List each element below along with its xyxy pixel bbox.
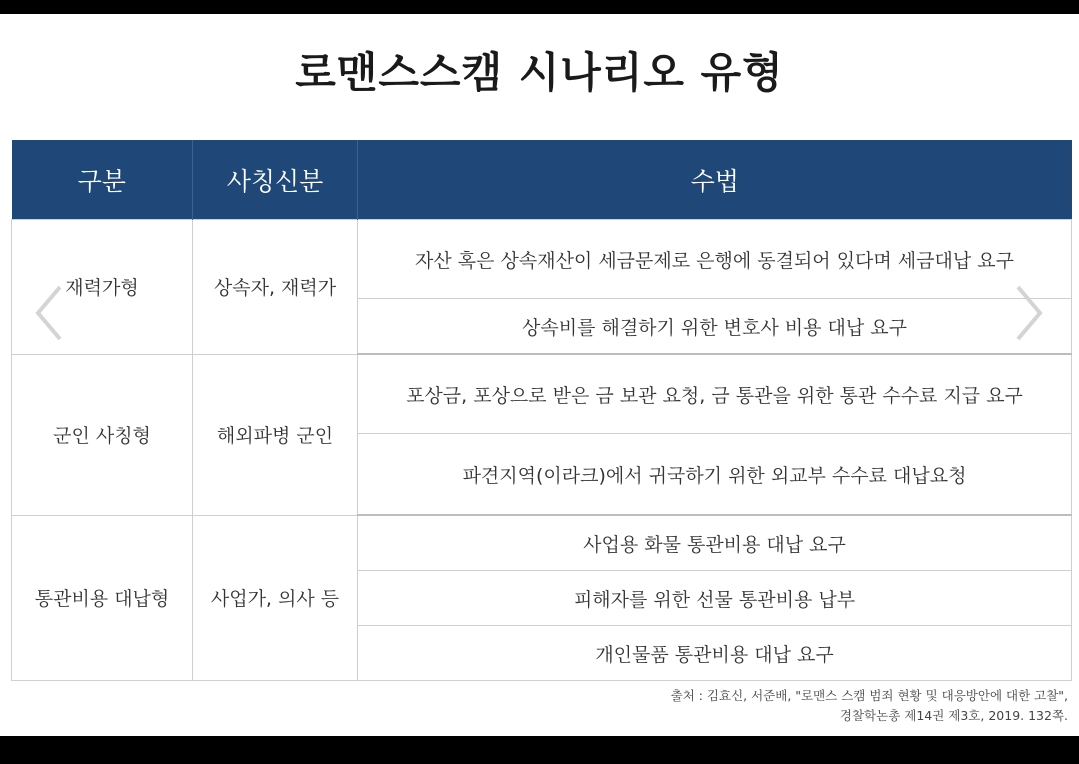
- table-row: [12, 354, 1072, 434]
- identity-cell: 해외파병 군인: [193, 354, 358, 515]
- category-cell: 재력가형: [12, 220, 193, 355]
- category-cell: 통관비용 대납형: [12, 515, 193, 681]
- header-method: 수법: [358, 140, 1072, 220]
- method-cell: 상속비를 해결하기 위한 변호사 비용 대납 요구: [358, 299, 1072, 355]
- method-cell: 자산 혹은 상속재산이 세금문제로 은행에 동결되어 있다며 세금대납 요구: [358, 220, 1072, 299]
- method-cell: 파견지역(이라크)에서 귀국하기 위한 외교부 수수료 대납요청: [358, 434, 1072, 516]
- source-line: 출처 : 김효신, 서준배, "로맨스 스캠 범죄 현황 및 대응방안에 대한 고찰",: [670, 688, 1068, 703]
- category-cell: 군인 사칭형: [12, 354, 193, 515]
- method-cell: 포상금, 포상으로 받은 금 보관 요청, 금 통관을 위한 통관 수수료 지급 요구: [358, 354, 1072, 434]
- identity-cell: 사업가, 의사 등: [193, 515, 358, 681]
- page-title: 로맨스스캠 시나리오 유형: [295, 48, 784, 97]
- table-header-row: [12, 140, 1072, 220]
- identity-cell: 상속자, 재력가: [193, 220, 358, 355]
- table-row: [12, 515, 1072, 571]
- chevron-right-icon[interactable]: [1012, 283, 1046, 343]
- method-cell: 피해자를 위한 선물 통관비용 납부: [358, 571, 1072, 626]
- method-cell: 개인물품 통관비용 대납 요구: [358, 626, 1072, 681]
- source-citation: [671, 686, 1068, 726]
- header-identity: 사칭신분: [193, 140, 358, 220]
- scenario-table: [11, 140, 1072, 681]
- chevron-left-icon[interactable]: [32, 283, 66, 343]
- method-cell: 사업용 화물 통관비용 대납 요구: [358, 515, 1072, 571]
- table-row: [12, 220, 1072, 299]
- header-category: 구분: [12, 140, 193, 220]
- slide: [0, 14, 1079, 736]
- source-line: 경찰학논총 제14권 제3호, 2019. 132쪽.: [839, 708, 1068, 723]
